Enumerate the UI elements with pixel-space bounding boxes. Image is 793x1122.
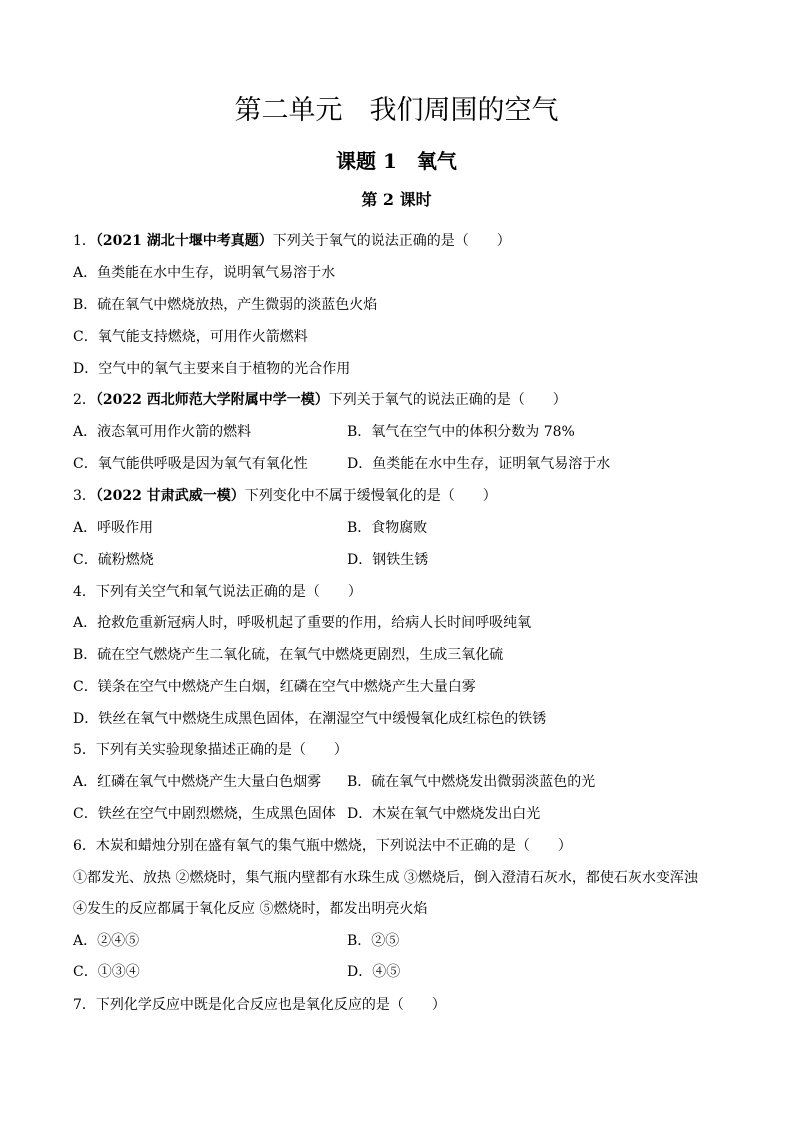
question-1-option-c: C．氧气能支持燃烧，可用作火箭燃料 — [73, 329, 308, 345]
question-5-stem — [73, 740, 348, 760]
question-2-option-b: B．氧气在空气中的体积分数为 78% — [347, 424, 575, 440]
question-text: 下列化学反应中既是化合反应也是氧化反应的是（ ） — [95, 997, 446, 1013]
question-1-option-b: B．硫在氧气中燃烧放热，产生微弱的淡蓝色火焰 — [73, 297, 378, 313]
question-number: 6． — [73, 838, 96, 854]
question-4-stem — [73, 582, 362, 602]
question-3-stem — [73, 486, 497, 506]
question-number: 7． — [73, 997, 96, 1013]
question-5-option-d: D．木炭在氧气中燃烧发出白光 — [347, 806, 541, 822]
question-1-stem — [73, 231, 511, 251]
question-6-option-b: B．②⑤ — [347, 933, 400, 949]
question-text: 下列关于氧气的说法正确的是（ ） — [272, 233, 511, 249]
question-1-option-a: A．鱼类能在水中生存，说明氧气易溶于水 — [73, 265, 336, 281]
lesson-topic: 课题 1 氧气 — [336, 149, 457, 173]
question-6-statements-1: ①都发光、放热 ②燃烧时，集气瓶内壁都有水珠生成 ③燃烧后，倒入澄清石灰水，都使石灰水变浑浊 — [73, 870, 698, 886]
question-number: 1． — [73, 233, 96, 249]
page-title: 第二单元 我们周围的空气 — [234, 95, 559, 126]
question-6-option-d: D．④⑤ — [347, 964, 401, 980]
question-3-option-d: D．钢铁生锈 — [347, 552, 429, 568]
question-text: 下列有关实验现象描述正确的是（ ） — [95, 742, 348, 758]
question-4-option-a: A．抢救危重新冠病人时，呼吸机起了重要的作用，给病人长时间呼吸纯氧 — [73, 615, 532, 631]
question-text: 下列变化中不属于缓慢氧化的是（ ） — [244, 488, 497, 504]
question-6-statements-2: ④发生的反应都属于氧化反应 ⑤燃烧时，都发出明亮火焰 — [73, 901, 428, 917]
question-6-option-c: C．①③④ — [73, 964, 140, 980]
question-source: （2022 甘肃武威一模） — [95, 488, 245, 504]
question-3-option-a: A．呼吸作用 — [73, 520, 154, 536]
question-5-option-b: B．硫在氧气中燃烧发出微弱淡蓝色的光 — [347, 774, 596, 790]
question-2-option-c: C．氧气能供呼吸是因为氧气有氧化性 — [73, 456, 308, 472]
question-number: 2． — [73, 392, 96, 408]
question-6-option-a: A．②④⑤ — [73, 933, 140, 949]
question-2-option-d: D．鱼类能在水中生存，证明氧气易溶于水 — [347, 456, 611, 472]
question-4-option-b: B．硫在空气燃烧产生二氧化硫，在氧气中燃烧更剧烈，生成三氧化硫 — [73, 647, 504, 663]
lesson-number: 第 2 课时 — [361, 190, 432, 209]
question-3-option-c: C．硫粉燃烧 — [73, 552, 154, 568]
question-6-stem — [73, 836, 572, 856]
question-5-option-a: A．红磷在氧气中燃烧产生大量白色烟雾 — [73, 774, 322, 790]
question-4-option-d: D．铁丝在氧气中燃烧生成黑色固体，在潮湿空气中缓慢氧化成红棕色的铁锈 — [73, 711, 547, 727]
question-text: 下列关于氧气的说法正确的是（ ） — [328, 392, 567, 408]
question-text: 木炭和蜡烛分别在盛有氧气的集气瓶中燃烧，下列说法中不正确的是（ ） — [95, 838, 572, 854]
question-7-stem — [73, 995, 446, 1015]
question-source: （2021 湖北十堰中考真题） — [95, 233, 273, 249]
question-number: 3． — [73, 488, 96, 504]
question-number: 4． — [73, 584, 96, 600]
question-5-option-c: C．铁丝在空气中剧烈燃烧，生成黑色固体 — [73, 806, 336, 822]
question-2-stem — [73, 390, 567, 410]
question-1-option-d: D．空气中的氧气主要来自于植物的光合作用 — [73, 361, 351, 377]
question-source: （2022 西北师范大学附属中学一模） — [95, 392, 329, 408]
question-text: 下列有关空气和氧气说法正确的是（ ） — [95, 584, 362, 600]
question-2-option-a: A．液态氧可用作火箭的燃料 — [73, 424, 252, 440]
question-4-option-c: C．镁条在空气中燃烧产生白烟，红磷在空气中燃烧产生大量白雾 — [73, 679, 476, 695]
question-3-option-b: B．食物腐败 — [347, 520, 428, 536]
question-number: 5． — [73, 742, 96, 758]
